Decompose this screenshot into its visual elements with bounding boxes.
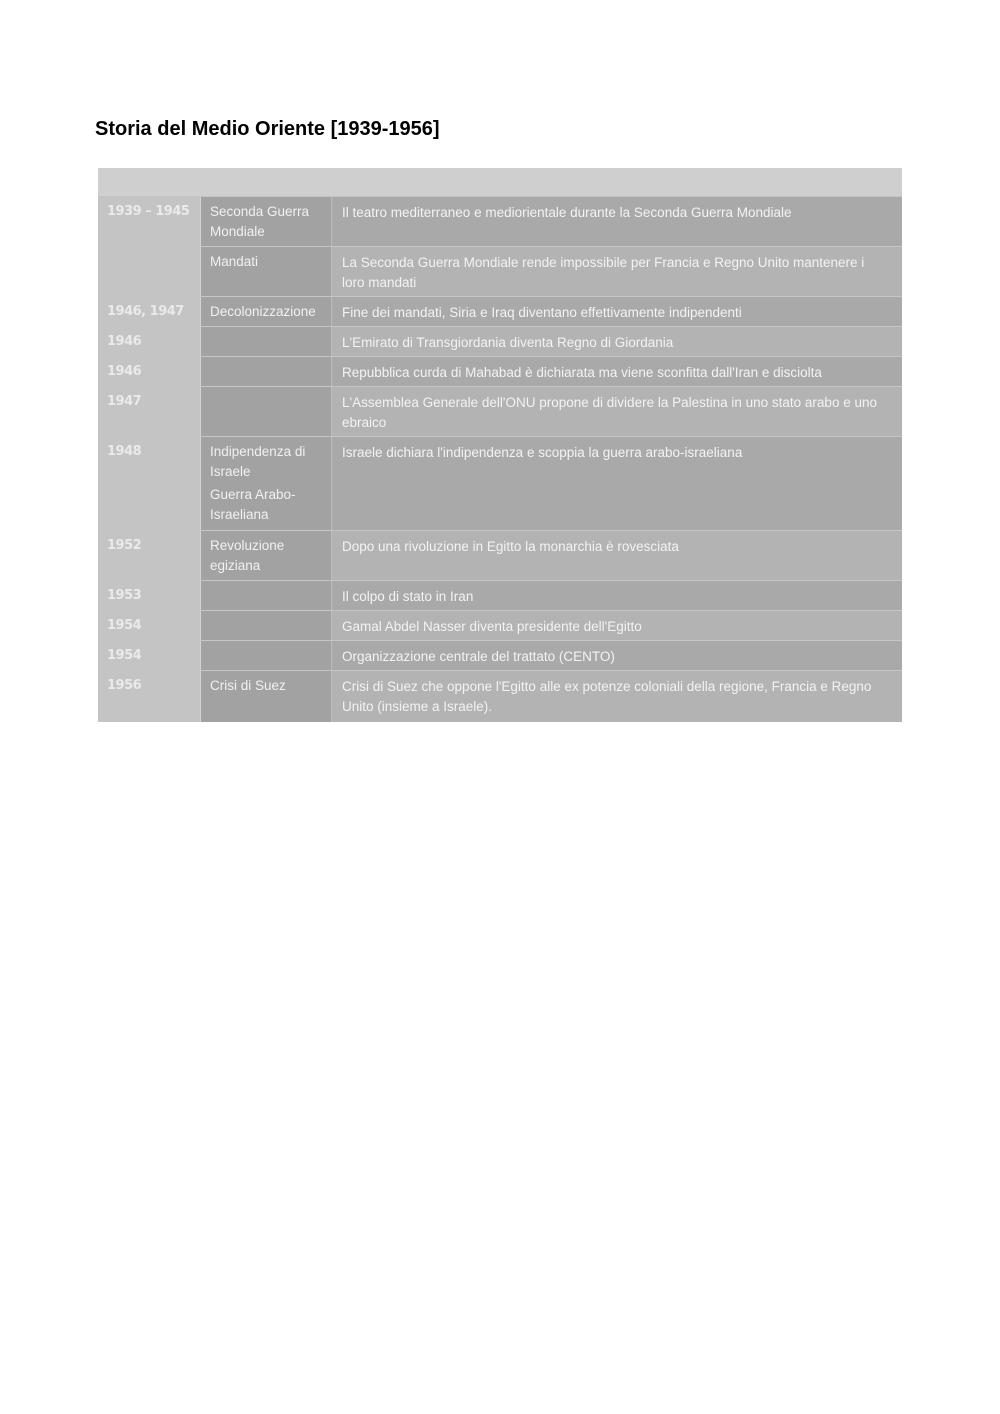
document-title: Storia del Medio Oriente [1939-1956] (95, 118, 440, 140)
event-cell: Il teatro mediterraneo e mediorientale durante la Seconda Guerra Mondiale (332, 197, 902, 246)
table-row (98, 247, 902, 297)
topic-label: Mandati (210, 254, 259, 269)
year-cell: 1946 (98, 327, 201, 356)
year-cell (98, 247, 201, 296)
event-cell: Il colpo di stato in Iran (332, 581, 902, 610)
event-cell: Dopo una rivoluzione in Egitto la monarchia è rovesciata (332, 531, 902, 580)
table-row (98, 581, 902, 611)
year-cell: 1947 (98, 387, 201, 436)
topic-cell (201, 357, 332, 386)
topic-cell (201, 671, 332, 722)
timeline-table-image (98, 168, 902, 722)
year-cell: 1946 (98, 357, 201, 386)
year-cell: 1954 (98, 641, 201, 670)
topic-label: Seconda Guerra Mondiale (210, 204, 310, 239)
topic-cell (201, 531, 332, 580)
table-row (98, 641, 902, 671)
event-cell: Organizzazione centrale del trattato (CENTO) (332, 641, 902, 670)
event-cell: Israele dichiara l'indipendenza e scoppia la guerra arabo-israeliana (332, 437, 902, 530)
year-cell: 1953 (98, 581, 201, 610)
topic-cell (201, 611, 332, 640)
table-row (98, 671, 902, 722)
table-row (98, 611, 902, 641)
topic-cell (201, 641, 332, 670)
year-cell: 1952 (98, 531, 201, 580)
topic-cell (201, 581, 332, 610)
table-row (98, 387, 902, 437)
event-cell: Gamal Abdel Nasser diventa presidente dell'Egitto (332, 611, 902, 640)
topic-label: Indipendenza di Israele (210, 444, 306, 479)
topic-cell (201, 197, 332, 246)
event-cell: Fine dei mandati, Siria e Iraq diventano effettivamente indipendenti (332, 297, 902, 326)
topic-label: Crisi di Suez (210, 678, 286, 693)
year-cell: 1939 – 1945 (98, 197, 201, 246)
table-row (98, 297, 902, 327)
topic-cell (201, 247, 332, 296)
year-cell: 1954 (98, 611, 201, 640)
year-cell: 1956 (98, 671, 201, 722)
topic-cell (201, 327, 332, 356)
event-cell: Crisi di Suez che oppone l'Egitto alle ex potenze coloniali della regione, Francia e Regno Unito (insieme a Israele). (332, 671, 902, 722)
event-cell: Repubblica curda di Mahabad è dichiarata ma viene sconfitta dall'Iran e disciolta (332, 357, 902, 386)
event-cell: La Seconda Guerra Mondiale rende impossibile per Francia e Regno Unito mantenere i loro mandati (332, 247, 902, 296)
table-row (98, 357, 902, 387)
topic-label: Revoluzione egiziana (210, 538, 285, 573)
table-row (98, 197, 902, 247)
topic-cell (201, 297, 332, 326)
topic-label: Decolonizzazione (210, 304, 316, 319)
event-cell: L'Assemblea Generale dell'ONU propone di dividere la Palestina in uno stato arabo e uno ebraico (332, 387, 902, 436)
event-cell: L'Emirato di Transgiordania diventa Regno di Giordania (332, 327, 902, 356)
table-row (98, 437, 902, 531)
topic-cell (201, 387, 332, 436)
table-row (98, 531, 902, 581)
topic-cell (201, 437, 332, 530)
year-cell: 1946, 1947 (98, 297, 201, 326)
table-row (98, 327, 902, 357)
topic-label: Guerra Arabo-Israeliana (210, 487, 296, 522)
year-cell: 1948 (98, 437, 201, 530)
table-header-row (98, 168, 902, 197)
